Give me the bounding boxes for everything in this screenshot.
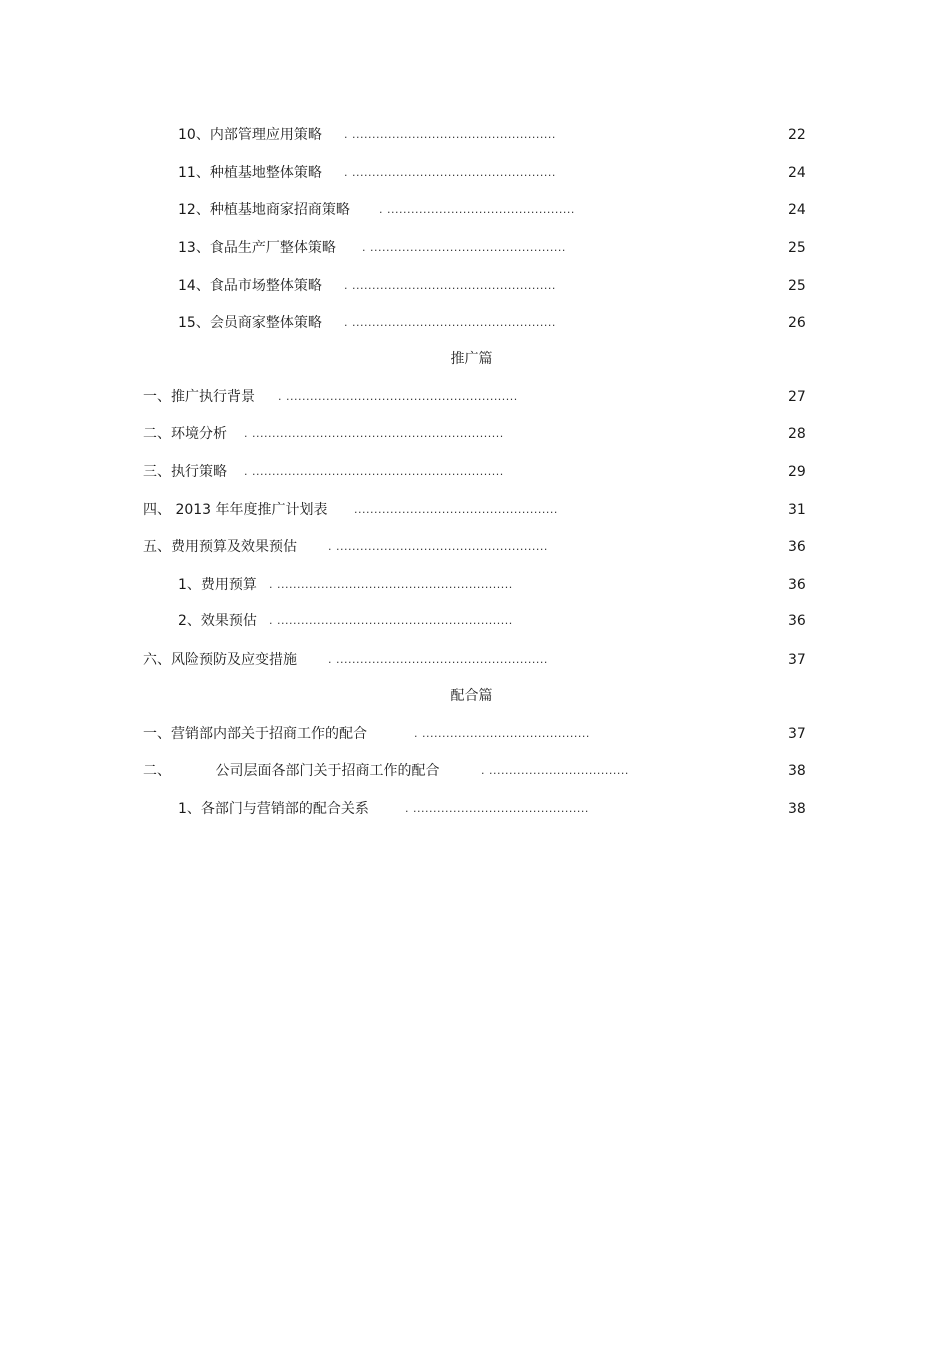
- toc-entry-label: 12、种植基地商家招商策略: [178, 202, 350, 218]
- toc-entry-label: 五、费用预算及效果预估: [143, 539, 297, 555]
- toc-entry: [178, 313, 818, 333]
- toc-entry: [178, 125, 818, 145]
- toc-page-number: 37: [788, 652, 806, 668]
- toc-leader-dots: . ...................................: [481, 764, 629, 777]
- toc-page-number: 36: [788, 613, 806, 629]
- toc-page-number: 36: [788, 577, 806, 593]
- toc-entry-label: 二、环境分析: [143, 426, 227, 442]
- section-heading-cooperation: 配合篇: [450, 688, 493, 704]
- toc-entry-label: 11、种植基地整体策略: [178, 165, 322, 181]
- toc-entry-label: 四、 2013 年年度推广计划表: [143, 502, 328, 518]
- toc-entry-label: 13、食品生产厂整体策略: [178, 240, 336, 256]
- toc-page-number: 24: [788, 202, 806, 218]
- section-heading-promotion: 推广篇: [450, 351, 493, 367]
- toc-leader-dots: . ...........................................................: [269, 614, 513, 627]
- toc-leader-dots: . ...............................................................: [244, 465, 504, 478]
- toc-entry-label: 三、执行策略: [143, 464, 227, 480]
- toc-leader-dots: . ............................................: [405, 802, 589, 815]
- toc-entry-label: 六、风险预防及应变措施: [143, 652, 297, 668]
- toc-page-number: 27: [788, 389, 806, 405]
- toc-entry: [143, 500, 818, 520]
- toc-entry-label: 一、推广执行背景: [143, 389, 255, 405]
- toc-entry: [178, 575, 818, 595]
- toc-entry-label: 一、营销部内部关于招商工作的配合: [143, 726, 367, 742]
- toc-leader-dots: . ...................................................: [344, 279, 556, 292]
- toc-entry: [143, 424, 818, 444]
- toc-page-number: 25: [788, 240, 806, 256]
- toc-entry: [143, 650, 818, 670]
- toc-entry: [143, 462, 818, 482]
- toc-entry: [178, 200, 818, 220]
- toc-entry: [178, 276, 818, 296]
- toc-page-number: 29: [788, 464, 806, 480]
- toc-leader-dots: . ...............................................................: [244, 427, 504, 440]
- toc-leader-dots: . ...............................................: [379, 203, 575, 216]
- toc-page-number: 26: [788, 315, 806, 331]
- toc-entry: [143, 537, 818, 557]
- toc-leader-dots: . ...................................................: [344, 316, 556, 329]
- toc-leader-dots: . ..........................................................: [278, 390, 518, 403]
- toc-entry-label: 二、 公司层面各部门关于招商工作的配合: [143, 763, 440, 779]
- toc-entry: [178, 799, 818, 819]
- toc-page-number: 24: [788, 165, 806, 181]
- toc-page-number: 36: [788, 539, 806, 555]
- toc-entry-label: 1、费用预算: [178, 577, 257, 593]
- toc-page-number: 22: [788, 127, 806, 143]
- toc-leader-dots: . .....................................................: [328, 540, 548, 553]
- toc-leader-dots: . .....................................................: [328, 653, 548, 666]
- toc-leader-dots: . ...................................................: [344, 166, 556, 179]
- toc-entry-label: 2、效果预估: [178, 613, 257, 629]
- toc-leader-dots: . ...........................................................: [269, 578, 513, 591]
- toc-entry: [178, 163, 818, 183]
- toc-leader-dots: . ..........................................: [414, 727, 590, 740]
- toc-entry: [143, 724, 818, 744]
- toc-entry-label: 1、各部门与营销部的配合关系: [178, 801, 369, 817]
- toc-page-number: 31: [788, 502, 806, 518]
- toc-entry-label: 15、会员商家整体策略: [178, 315, 322, 331]
- toc-page-number: 38: [788, 801, 806, 817]
- toc-leader-dots: ...................................................: [354, 503, 558, 516]
- toc-entry-label: 10、内部管理应用策略: [178, 127, 322, 143]
- toc-entry: [143, 761, 818, 781]
- toc-page-number: 38: [788, 763, 806, 779]
- toc-entry: [178, 611, 818, 631]
- toc-entry: [178, 238, 818, 258]
- toc-page-number: 37: [788, 726, 806, 742]
- toc-entry-label: 14、食品市场整体策略: [178, 278, 322, 294]
- toc-entry: [143, 387, 818, 407]
- toc-page-number: 28: [788, 426, 806, 442]
- toc-leader-dots: . ...................................................: [344, 128, 556, 141]
- toc-page-number: 25: [788, 278, 806, 294]
- toc-leader-dots: . .................................................: [362, 241, 566, 254]
